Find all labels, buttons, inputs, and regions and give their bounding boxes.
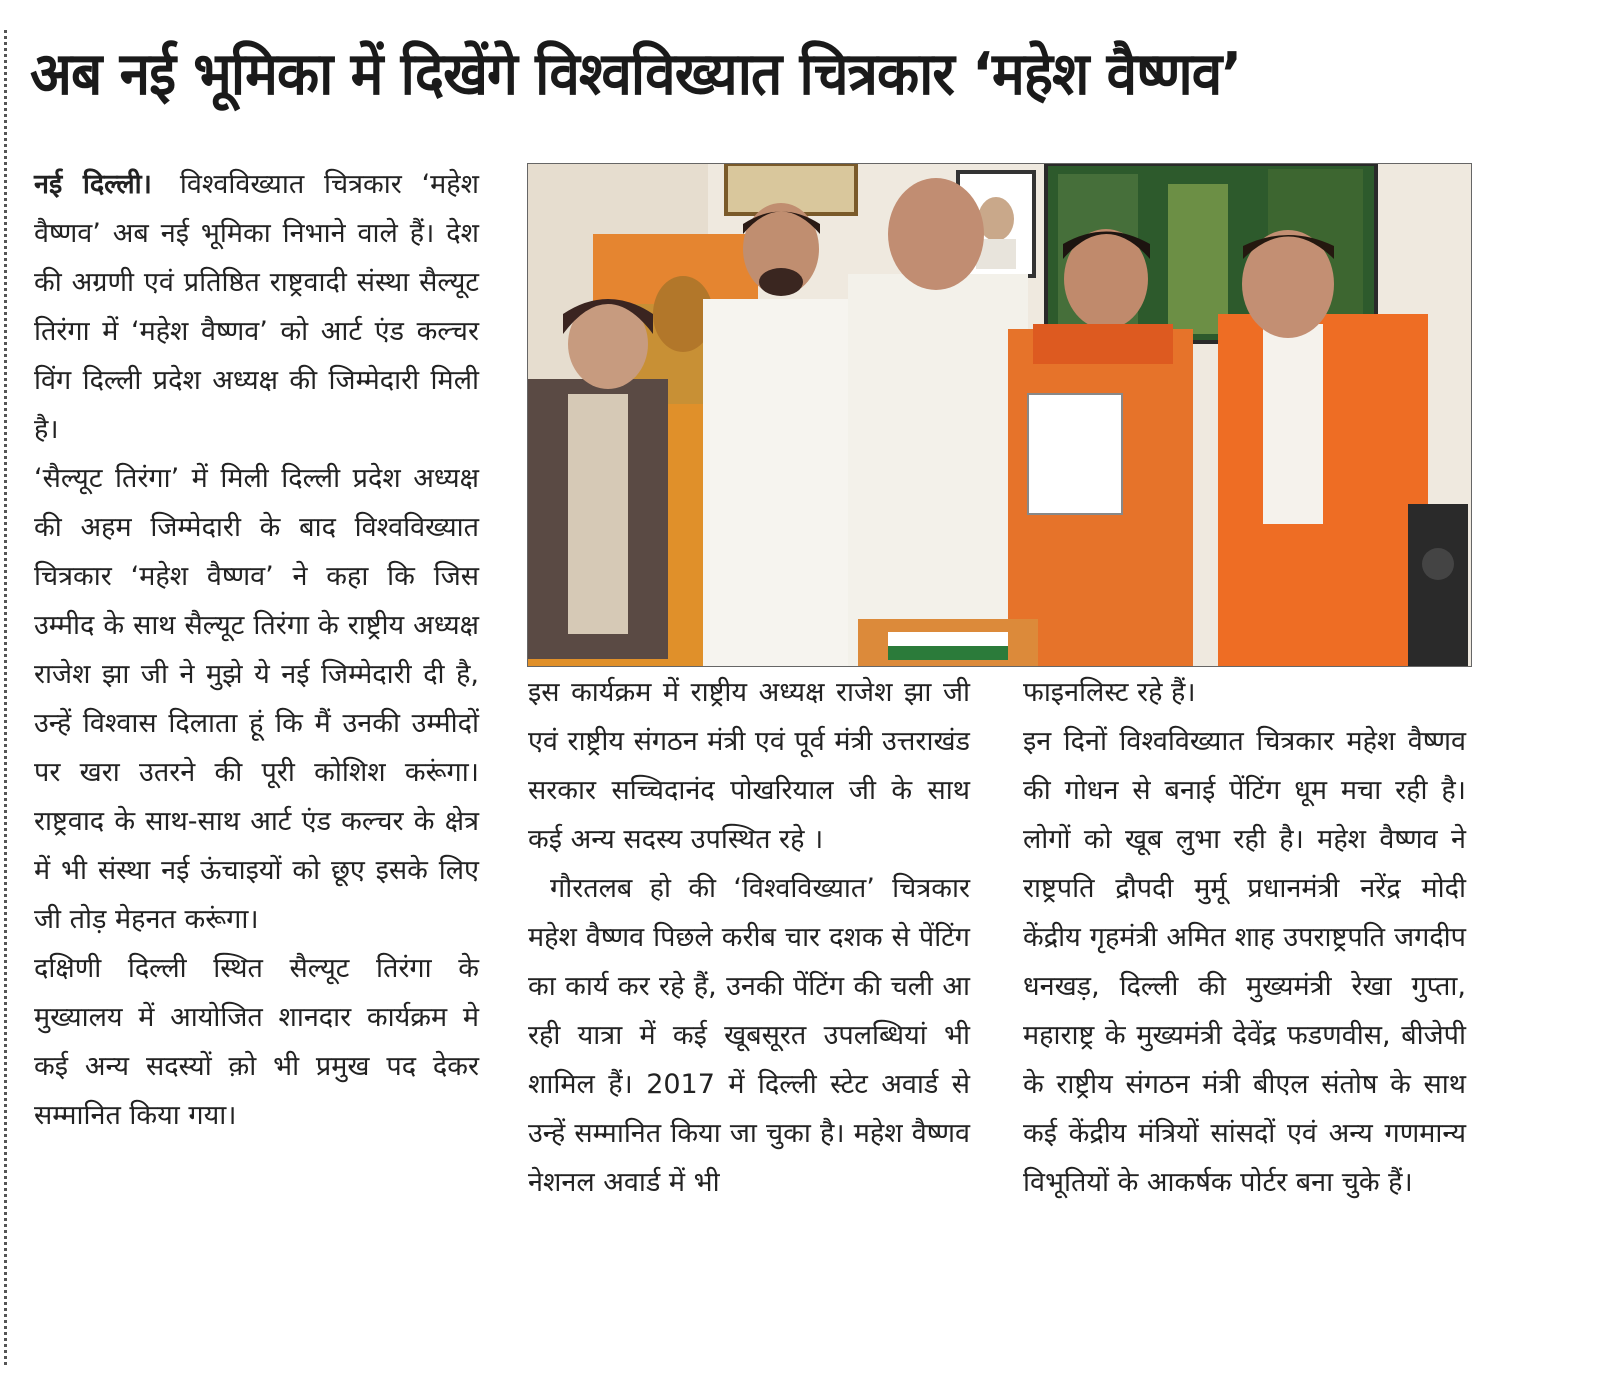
paragraph — [34, 160, 479, 454]
paragraph: इस कार्यक्रम में राष्ट्रीय अध्यक्ष राजेश झा जी एवं राष्ट्रीय संगठन मंत्री एवं पूर्व मंत्री उत्तराखंड सरकार सच्चिदानंद पोखरियाल जी के साथ कई अन्य सदस्य उपस्थित रहे । — [528, 677, 970, 855]
paragraph: दक्षिणी दिल्ली स्थित सैल्यूट तिरंगा के मुख्यालय में आयोजित शानदार कार्यक्रम मे कई अन्य सदस्यों क़ो भी प्रमुख पद देकर सम्मानित किया गया। — [34, 953, 479, 1131]
news-photo — [527, 163, 1472, 667]
dateline: नई दिल्ली। — [34, 169, 152, 200]
article-column-3 — [1023, 668, 1466, 1207]
paragraph: गौरतलब हो की ‘विश्वविख्यात’ चित्रकार महेश वैष्णव पिछले करीब चार दशक से पेंटिंग का कार्य कर रहे हैं, उनकी पेंटिंग की चली आ रही यात्रा में कई खूबसूरत उपलब्धियां भी शामिल हैं। 2017 में दिल्ली स्टेट अवार्ड से उन्हें सम्मानित किया जा चुका है। महेश वैष्णव नेशनल अवार्ड में भी — [528, 873, 970, 1198]
paragraph: ‘सैल्यूट तिरंगा’ में मिली दिल्ली प्रदेश अध्यक्ष की अहम जिम्मेदारी के बाद विश्वविख्यात चित्रकार ‘महेश वैष्णव’ ने कहा कि जिस उम्मीद के साथ सैल्यूट तिरंगा के राष्ट्रीय अध्यक्ष राजेश झा जी ने मुझे ये नई जिम्मेदारी दी है, उन्हें विश्वास दिलाता हूं कि मैं उनकी उम्मीदों पर खरा उतरने की पूरी कोशिश करूंगा।राष्ट्रवाद के साथ-साथ आर्ट एंड कल्चर के क्षेत्र में भी संस्था नई ऊंचाइयों को छूए इसके लिए जी तोड़ मेहनत करूंगा। — [34, 463, 479, 935]
column-rule-dotted — [4, 30, 7, 1365]
article-column-1 — [34, 160, 479, 1140]
paragraph-text: विश्वविख्यात चित्रकार ‘महेश वैष्णव’ अब नई भूमिका निभाने वाले हैं। देश की अग्रणी एवं प्रतिष्ठित राष्ट्रवादी संस्था सैल्यूट तिरंगा में ‘महेश वैष्णव’ को आर्ट एंड कल्चर विंग दिल्ली प्रदेश अध्यक्ष की जिम्मेदारी मिली है। — [34, 169, 479, 445]
paragraph: इन दिनों विश्वविख्यात चित्रकार महेश वैष्णव की गोधन से बनाई पेंटिंग धूम मचा रही है। लोगों को खूब लुभा रही है। महेश वैष्णव ने राष्ट्रपति द्रौपदी मुर्मू प्रधानमंत्री नरेंद्र मोदी केंद्रीय गृहमंत्री अमित शाह उपराष्ट्रपति जगदीप धनखड़, दिल्ली की मुख्यमंत्री रेखा गुप्ता, महाराष्ट्र के मुख्यमंत्री देवेंद्र फडणवीस, बीजेपी के राष्ट्रीय संगठन मंत्री बीएल संतोष के साथ कई केंद्रीय मंत्रियों सांसदों एवं अन्य गणमान्य विभूतियों के आकर्षक पोर्टर बना चुके हैं। — [1023, 726, 1466, 1198]
headline: अब नई भूमिका में दिखेंगे विश्वविख्यात चित्रकार ‘महेश वैष्णव’ — [30, 39, 1242, 108]
photo-illustration — [528, 164, 1471, 666]
article-column-2 — [528, 668, 970, 1207]
paragraph: फाइनलिस्ट रहे हैं। — [1023, 677, 1196, 708]
